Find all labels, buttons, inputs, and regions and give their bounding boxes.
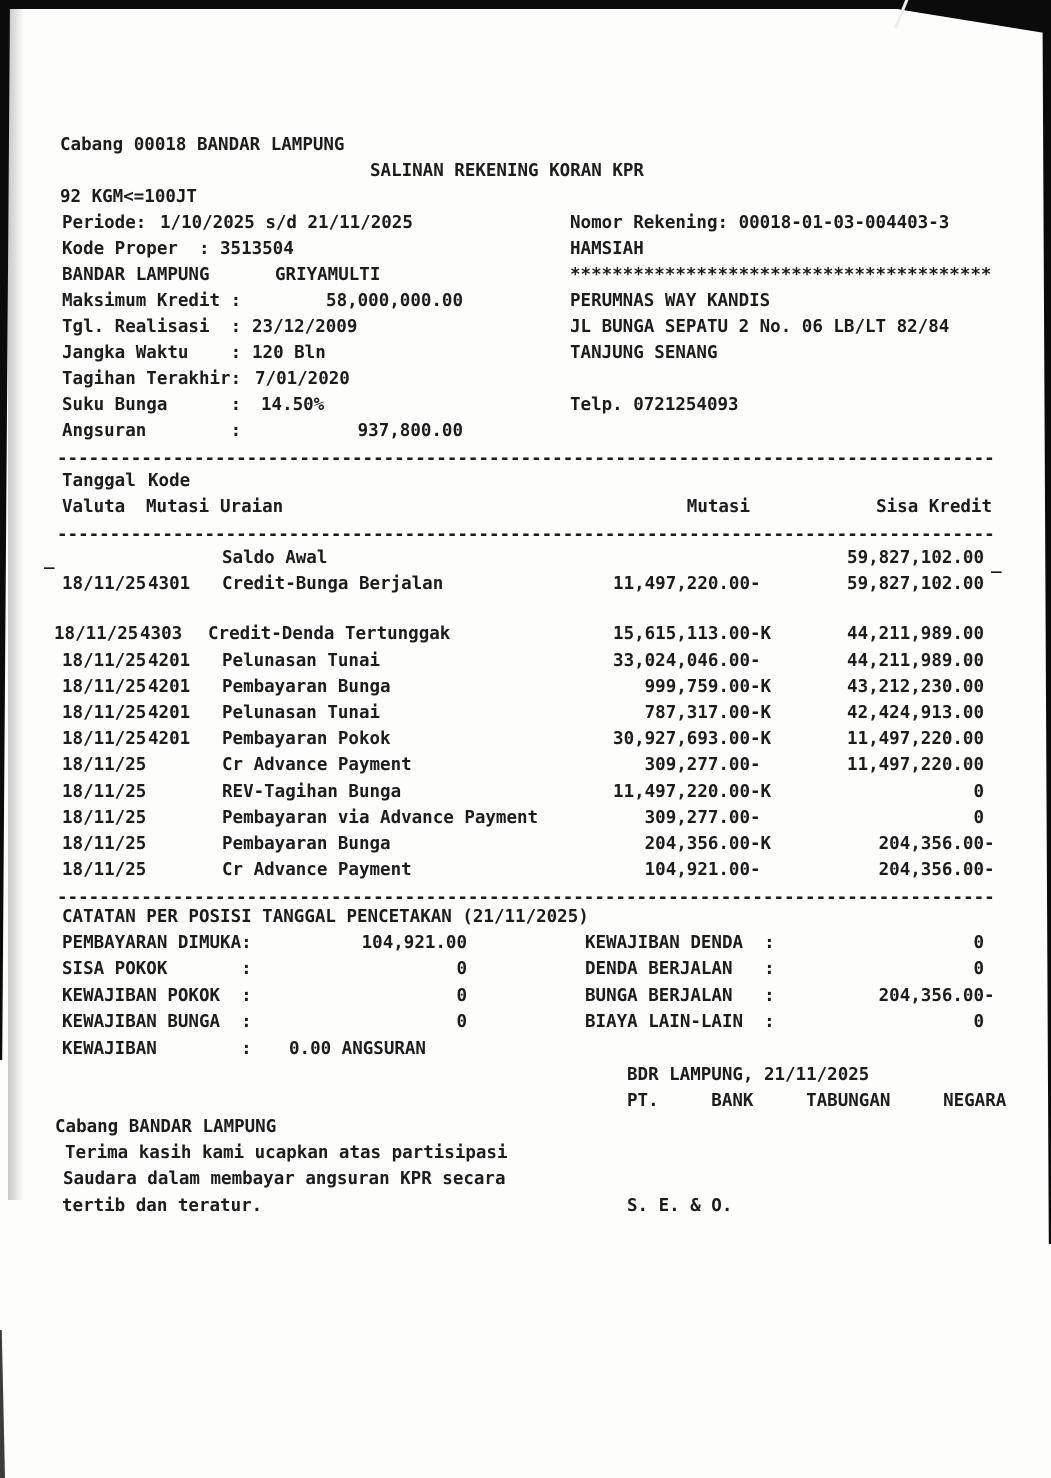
biaya-lain-value: 0: [973, 1012, 984, 1032]
produk-name: GRIYAMULTI: [275, 265, 381, 285]
cell-mutasi: 204,356.00 -K: [644, 833, 772, 854]
cell-uraian: Cr Advance Payment: [222, 860, 412, 881]
cell-mutasi: 30,927,693.00 -K: [613, 729, 772, 750]
cell-kode-mutasi: 4201: [148, 729, 191, 750]
tagihan-terakhir-value: 7/01/2020: [255, 369, 350, 389]
jangka-waktu-value: 120 Bln: [252, 343, 326, 363]
cell-mutasi: 787,317.00 -K: [644, 702, 772, 723]
cell-tanggal-valuta: 18/11/25: [62, 781, 147, 802]
kode-proper-label: Kode Proper :: [62, 239, 210, 259]
cell-sisa-kredit: 11,497,220.00: [847, 755, 984, 776]
transaction-rows: [0, 547, 1051, 885]
kewajiban-denda-value: 0: [973, 933, 984, 953]
table-row: [0, 833, 1051, 859]
artifact-underscore-left: _: [44, 550, 55, 570]
separator-line: -----------------------------------------------------------------------------------------: [57, 449, 995, 469]
cell-kode-mutasi: 4201: [148, 676, 191, 697]
jangka-waktu-label: Jangka Waktu :: [62, 343, 242, 363]
cell-uraian: Pelunasan Tunai: [222, 702, 381, 723]
kewajiban-bunga-value: 0: [456, 1012, 467, 1032]
cell-kode-mutasi: 4303: [140, 624, 183, 645]
segment-line: 92 KGM<=100JT: [60, 187, 197, 207]
cell-tanggal-valuta: 18/11/25: [62, 860, 147, 881]
address-line-2: JL BUNGA SEPATU 2 No. 06 LB/LT 82/84: [570, 317, 950, 337]
artifact-underscore-right: _: [991, 554, 1002, 574]
cell-tanggal-valuta: 18/11/25: [62, 729, 147, 750]
table-row: [0, 547, 1051, 573]
cell-uraian: Credit-Denda Tertunggak: [208, 624, 451, 645]
branch-line: Cabang 00018 BANDAR LAMPUNG: [60, 135, 345, 155]
suku-bunga-value: 14.50%: [261, 395, 325, 415]
kewajiban-label: KEWAJIBAN :: [62, 1039, 252, 1059]
kode-proper-value: 3513504: [220, 239, 294, 259]
address-line-3: TANJUNG SENANG: [570, 343, 718, 363]
scan-shadow-left: [8, 0, 24, 1200]
footer-thanks-1: Terima kasih kami ucapkan atas partisipasi: [65, 1143, 508, 1163]
header-mutasi-kode: Mutasi: [146, 497, 210, 517]
table-row: [0, 859, 1051, 885]
cell-mutasi: 33,024,046.00 -: [613, 650, 761, 671]
kewajiban-bunga-label: KEWAJIBAN BUNGA :: [62, 1012, 252, 1032]
cell-sisa-kredit: 204,356.00 -: [878, 860, 995, 881]
cell-sisa-kredit: 0: [973, 781, 984, 802]
footer-place-date: BDR LAMPUNG, 21/11/2025: [627, 1065, 870, 1085]
cell-sisa-kredit: 204,356.00 -: [878, 833, 995, 854]
sisa-pokok-label: SISA POKOK :: [62, 959, 252, 979]
header-sisa-kredit: Sisa Kredit: [876, 497, 992, 517]
separator-line: -----------------------------------------------------------------------------------------: [57, 525, 995, 545]
cell-tanggal-valuta: 18/11/25: [62, 676, 147, 697]
cell-sisa-kredit: 0: [973, 807, 984, 828]
table-row: [0, 754, 1051, 780]
cell-tanggal-valuta: 18/11/25: [62, 574, 147, 595]
maksimum-kredit-value: 58,000,000.00: [326, 291, 463, 311]
table-row: [0, 781, 1051, 807]
cell-sisa-kredit: 42,424,913.00: [847, 702, 984, 723]
pembayaran-dimuka-label: PEMBAYARAN DIMUKA:: [62, 933, 252, 953]
bunga-berjalan-label: BUNGA BERJALAN :: [585, 986, 775, 1006]
cell-mutasi: 999,759.00 -K: [644, 676, 772, 697]
table-row: [0, 702, 1051, 728]
bunga-berjalan-value: 204,356.00 -: [878, 986, 995, 1006]
biaya-lain-label: BIAYA LAIN-LAIN :: [585, 1012, 775, 1032]
header-uraian: Uraian: [220, 497, 284, 517]
cell-sisa-kredit: 59,827,102.00: [847, 574, 984, 595]
cell-tanggal-valuta: 18/11/25: [62, 807, 147, 828]
cell-mutasi: 15,615,113.00 -K: [613, 624, 772, 645]
cabang-name: BANDAR LAMPUNG: [62, 265, 210, 285]
cell-mutasi: 11,497,220.00 -: [613, 574, 761, 595]
periode-label: Periode:: [62, 213, 147, 233]
cell-sisa-kredit: 11,497,220.00: [847, 729, 984, 750]
cell-mutasi: 309,277.00 -: [644, 755, 761, 776]
cell-uraian: REV-Tagihan Bunga: [222, 781, 402, 802]
cell-uraian: Cr Advance Payment: [222, 755, 412, 776]
nomor-rekening: Nomor Rekening: 00018-01-03-004403-3: [570, 213, 950, 233]
kewajiban-value: 0.00 ANGSURAN: [289, 1039, 426, 1059]
angsuran-label: Angsuran :: [62, 421, 242, 441]
denda-berjalan-label: DENDA BERJALAN :: [585, 959, 775, 979]
cell-sisa-kredit: 59,827,102.00: [847, 548, 984, 568]
denda-berjalan-value: 0: [973, 959, 984, 979]
table-row: [0, 650, 1051, 676]
suku-bunga-label: Suku Bunga :: [62, 395, 242, 415]
cell-uraian: Credit-Bunga Berjalan: [222, 574, 444, 595]
cell-tanggal-valuta: 18/11/25: [62, 833, 147, 854]
kewajiban-denda-label: KEWAJIBAN DENDA :: [585, 933, 775, 953]
cell-mutasi: 11,497,220.00 -K: [613, 781, 772, 802]
cell-tanggal-valuta: 18/11/25: [54, 624, 139, 645]
cell-tanggal-valuta: 18/11/25: [62, 755, 147, 776]
sisa-pokok-value: 0: [456, 959, 467, 979]
address-line-1: PERUMNAS WAY KANDIS: [570, 291, 771, 311]
tagihan-terakhir-label: Tagihan Terakhir:: [62, 369, 242, 389]
catatan-title: CATATAN PER POSISI TANGGAL PENCETAKAN (21/11/2025): [62, 907, 589, 927]
cell-tanggal-valuta: 18/11/25: [62, 702, 147, 723]
cell-uraian: Pelunasan Tunai: [222, 650, 381, 671]
cell-sisa-kredit: 44,211,989.00: [847, 624, 984, 645]
cell-sisa-kredit: 43,212,230.00: [847, 676, 984, 697]
table-row: [0, 807, 1051, 833]
footer-thanks-2: Saudara dalam membayar angsuran KPR secara: [63, 1169, 506, 1189]
cell-kode-mutasi: 4201: [148, 702, 191, 723]
kewajiban-pokok-value: 0: [456, 986, 467, 1006]
cell-kode-mutasi: 4301: [148, 574, 191, 595]
customer-name: HAMSIAH: [570, 239, 644, 259]
header-valuta: Valuta: [62, 497, 126, 517]
footer-cabang: Cabang BANDAR LAMPUNG: [55, 1117, 277, 1137]
table-row: [0, 728, 1051, 754]
kewajiban-pokok-label: KEWAJIBAN POKOK :: [62, 986, 252, 1006]
tgl-realisasi-label: Tgl. Realisasi :: [62, 317, 242, 337]
pembayaran-dimuka-value: 104,921.00: [361, 933, 467, 953]
page-title: SALINAN REKENING KORAN KPR: [370, 161, 644, 181]
header-kode: Kode: [148, 471, 191, 491]
table-row: [0, 676, 1051, 702]
table-row: [0, 573, 1051, 599]
cell-uraian: Pembayaran Bunga: [222, 833, 391, 854]
angsuran-value: 937,800.00: [357, 421, 463, 441]
cell-uraian: Pembayaran via Advance Payment: [222, 807, 539, 828]
cell-uraian: Pembayaran Pokok: [222, 729, 391, 750]
footer-thanks-3: tertib dan teratur.: [62, 1196, 263, 1216]
cell-mutasi: 309,277.00 -: [644, 807, 761, 828]
cell-uraian: Saldo Awal: [222, 548, 328, 568]
cell-mutasi: 104,921.00 -: [644, 860, 761, 881]
footer-bank-name: PT. BANK TABUNGAN NEGARA: [627, 1091, 1007, 1111]
footer-seo: S. E. & O.: [627, 1196, 733, 1216]
cell-tanggal-valuta: 18/11/25: [62, 650, 147, 671]
stars-line: ****************************************: [570, 265, 992, 285]
header-mutasi: Mutasi: [686, 497, 750, 517]
header-tanggal: Tanggal: [62, 471, 136, 491]
cell-kode-mutasi: 4201: [148, 650, 191, 671]
phone-line: Telp. 0721254093: [570, 395, 739, 415]
cell-uraian: Pembayaran Bunga: [222, 676, 391, 697]
maksimum-kredit-label: Maksimum Kredit :: [62, 291, 242, 311]
periode-value: 1/10/2025 s/d 21/11/2025: [160, 213, 413, 233]
cell-sisa-kredit: 44,211,989.00: [847, 650, 984, 671]
separator-line: -----------------------------------------------------------------------------------------: [57, 888, 995, 908]
tgl-realisasi-value: 23/12/2009: [252, 317, 358, 337]
table-row: [0, 623, 1051, 649]
